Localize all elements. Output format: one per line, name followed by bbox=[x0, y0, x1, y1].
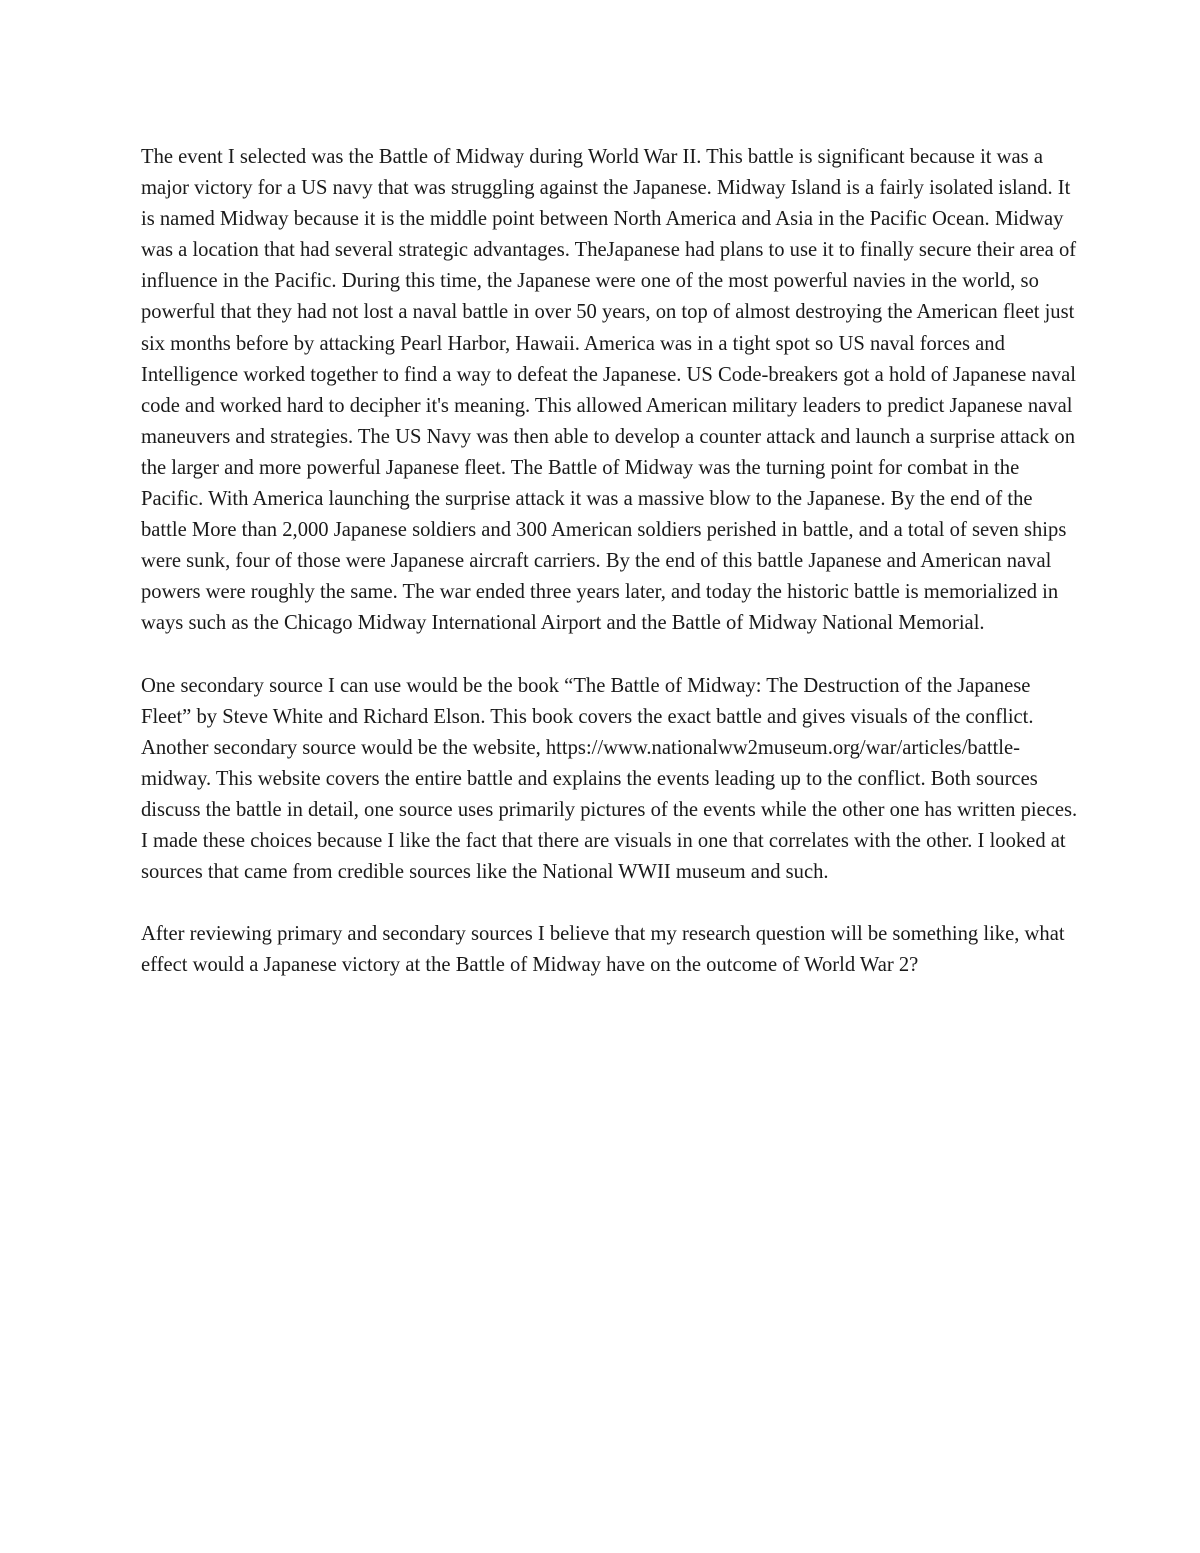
paragraph-secondary-sources: One secondary source I can use would be the book “The Battle of Midway: The Destruction of the Japanese Fleet” by Steve White and Richard Elson. This book covers the exact battle and gives visuals of the conflict. Another secondary source would be the website, https://www.nationalww2museum.org/war/articles/battle-midway. This website covers the entire battle and explains the events leading up to the conflict. Both sources discuss the battle in detail, one source uses primarily pictures of the events while the other one has written pieces. I made these choices because I like the fact that there are visuals in one that correlates with the other. I looked at sources that came from credible sources like the National WWII museum and such. bbox=[141, 674, 1078, 884]
paragraph-research-question: After reviewing primary and secondary sources I believe that my research question will be something like, what effect would a Japanese victory at the Battle of Midway have on the outcome of World War 2? bbox=[141, 923, 1065, 977]
paragraph-battle-overview: The event I selected was the Battle of Midway during World War II. This battle is significant because it was a major victory for a US navy that was struggling against the Japanese. Midway Island is a fairly isolated island. It is named Midway because it is the middle point between North America and Asia in the Pacific Ocean. Midway was a location that had several strategic advantages. TheJapanese had plans to use it to finally secure their area of influence in the Pacific. During this time, the Japanese were one of the most powerful navies in the world, so powerful that they had not lost a naval battle in over 50 years, on top of almost destroying the American fleet just six months before by attacking Pearl Harbor, Hawaii. America was in a tight spot so US naval forces and Intelligence worked together to find a way to defeat the Japanese. US Code-breakers got a hold of Japanese naval code and worked hard to decipher it's meaning. This allowed American military leaders to predict Japanese naval maneuvers and strategies. The US Navy was then able to develop a counter attack and launch a surprise attack on the larger and more powerful Japanese fleet. The Battle of Midway was the turning point for combat in the Pacific. With America launching the surprise attack it was a massive blow to the Japanese. By the end of the battle More than 2,000 Japanese soldiers and 300 American soldiers perished in battle, and a total of seven ships were sunk, four of those were Japanese aircraft carriers. By the end of this battle Japanese and American naval powers were roughly the same. The war ended three years later, and today the historic battle is memorialized in ways such as the Chicago Midway International Airport and the Battle of Midway National Memorial. bbox=[141, 146, 1077, 635]
document-body bbox=[141, 142, 1081, 982]
